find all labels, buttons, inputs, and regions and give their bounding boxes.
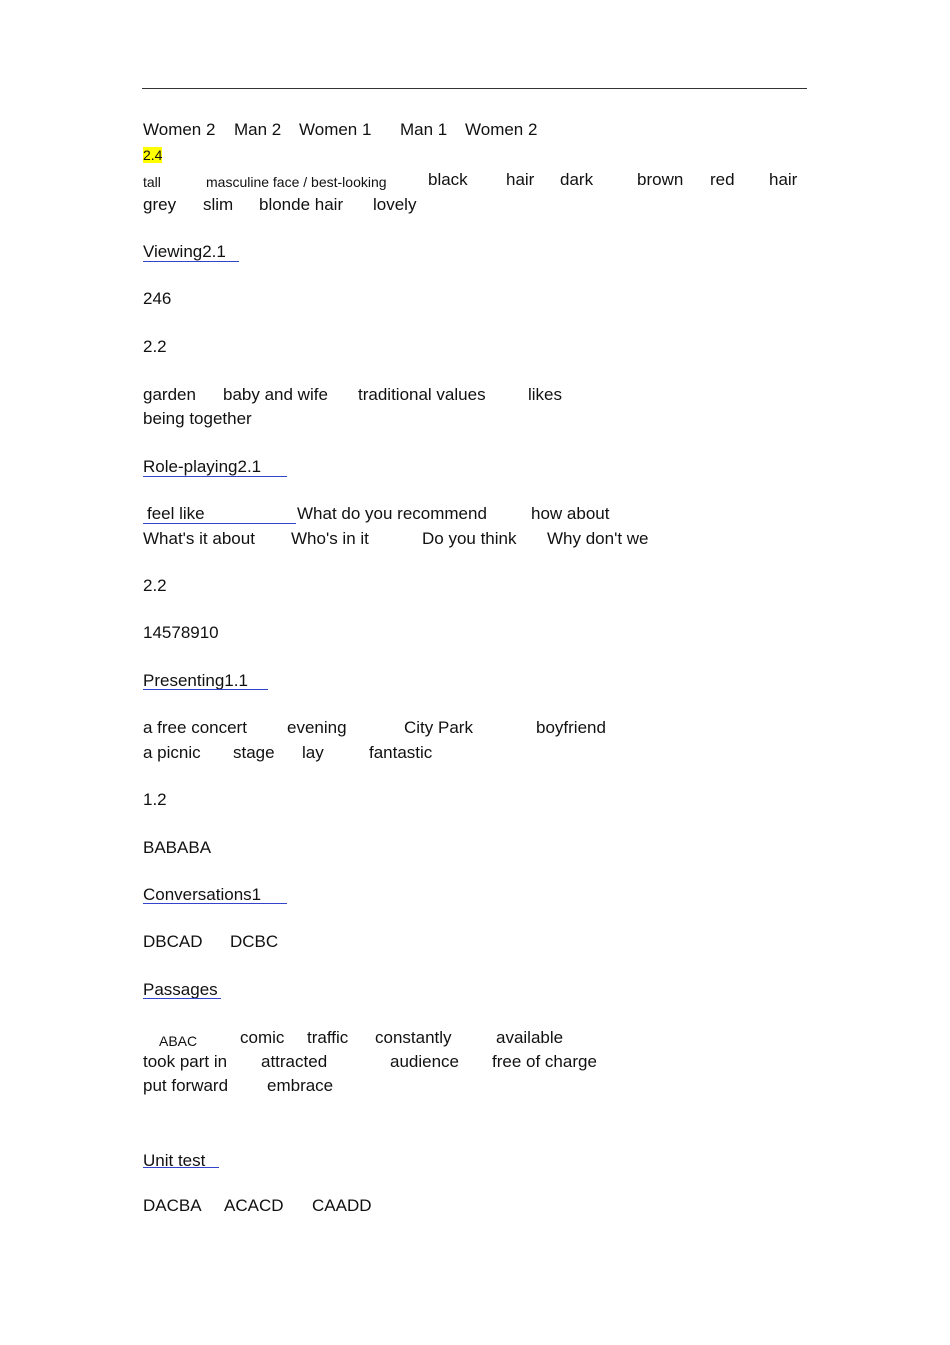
answer-group: DBCAD — [143, 932, 203, 951]
word: fantastic — [369, 743, 433, 762]
word: lovely — [373, 195, 417, 214]
word: evening — [287, 718, 347, 737]
word: constantly — [375, 1028, 452, 1047]
feel-like-underline — [143, 523, 296, 524]
word: black — [428, 170, 468, 189]
unittest-underline — [143, 1167, 219, 1168]
word: comic — [240, 1028, 285, 1047]
word: free of charge — [492, 1052, 597, 1071]
role-4: Man 1 — [400, 120, 448, 139]
viewing-sub-2: 2.2 — [143, 337, 167, 356]
word: hair — [506, 170, 535, 189]
role-1: Women 2 — [143, 120, 216, 139]
top-rule — [142, 88, 807, 89]
word: baby and wife — [223, 385, 328, 404]
word: likes — [528, 385, 563, 404]
word: available — [496, 1028, 564, 1047]
word: garden — [143, 385, 196, 404]
conversations-underline — [143, 903, 287, 904]
word: brown — [637, 170, 684, 189]
word: audience — [390, 1052, 460, 1071]
word: took part in — [143, 1052, 228, 1071]
passages-underline — [143, 998, 221, 999]
word: boyfriend — [536, 718, 606, 737]
word: tall — [143, 174, 161, 190]
word: ABAC — [159, 1033, 198, 1049]
word: red — [710, 170, 735, 189]
roleplaying-sub-2: 2.2 — [143, 576, 167, 595]
roleplaying-heading: Role-playing2.1 — [143, 457, 262, 476]
word: put forward — [143, 1076, 229, 1095]
word: lay — [302, 743, 324, 762]
viewing-answer-1: 246 — [143, 289, 172, 308]
word: traffic — [307, 1028, 349, 1047]
presenting-sub-2: 1.2 — [143, 790, 167, 809]
word: Who's in it — [291, 529, 369, 548]
word: masculine face / best-looking — [206, 174, 387, 190]
word: feel like — [147, 504, 205, 523]
highlight-label — [143, 145, 162, 165]
viewing-words-row-2: being together — [143, 409, 252, 428]
word: City Park — [404, 718, 473, 737]
answer-group: DCBC — [230, 932, 279, 951]
word: stage — [233, 743, 275, 762]
word: attracted — [261, 1052, 328, 1071]
word: a picnic — [143, 743, 201, 762]
word: a free concert — [143, 718, 247, 737]
role-3: Women 1 — [299, 120, 372, 139]
roleplaying-underline — [143, 476, 287, 477]
viewing-underline — [143, 261, 239, 262]
presenting-heading: Presenting1.1 — [143, 671, 248, 690]
viewing-heading: Viewing2.1 — [143, 242, 226, 261]
unittest-heading: Unit test — [143, 1151, 206, 1170]
role-2: Man 2 — [234, 120, 282, 139]
word: traditional values — [358, 385, 486, 404]
word: slim — [203, 195, 234, 214]
word: Why don't we — [547, 529, 649, 548]
word: hair — [769, 170, 798, 189]
presenting-answer-2: BABABA — [143, 838, 212, 857]
conversations-heading: Conversations1 — [143, 885, 262, 904]
word: how about — [531, 504, 610, 523]
word: Do you think — [422, 529, 517, 548]
word: grey — [143, 195, 177, 214]
word: What do you recommend — [297, 504, 487, 523]
answer-group: CAADD — [312, 1196, 372, 1215]
answer-group: DACBA — [143, 1196, 202, 1215]
word: blonde hair — [259, 195, 344, 214]
word: What's it about — [143, 529, 255, 548]
roleplaying-answer-2: 14578910 — [143, 623, 219, 642]
passages-heading: Passages — [143, 980, 218, 999]
word: dark — [560, 170, 594, 189]
highlight-text: 2.4 — [143, 147, 163, 163]
answer-group: ACACD — [224, 1196, 284, 1215]
word: embrace — [267, 1076, 334, 1095]
presenting-underline — [143, 689, 268, 690]
role-5: Women 2 — [465, 120, 538, 139]
